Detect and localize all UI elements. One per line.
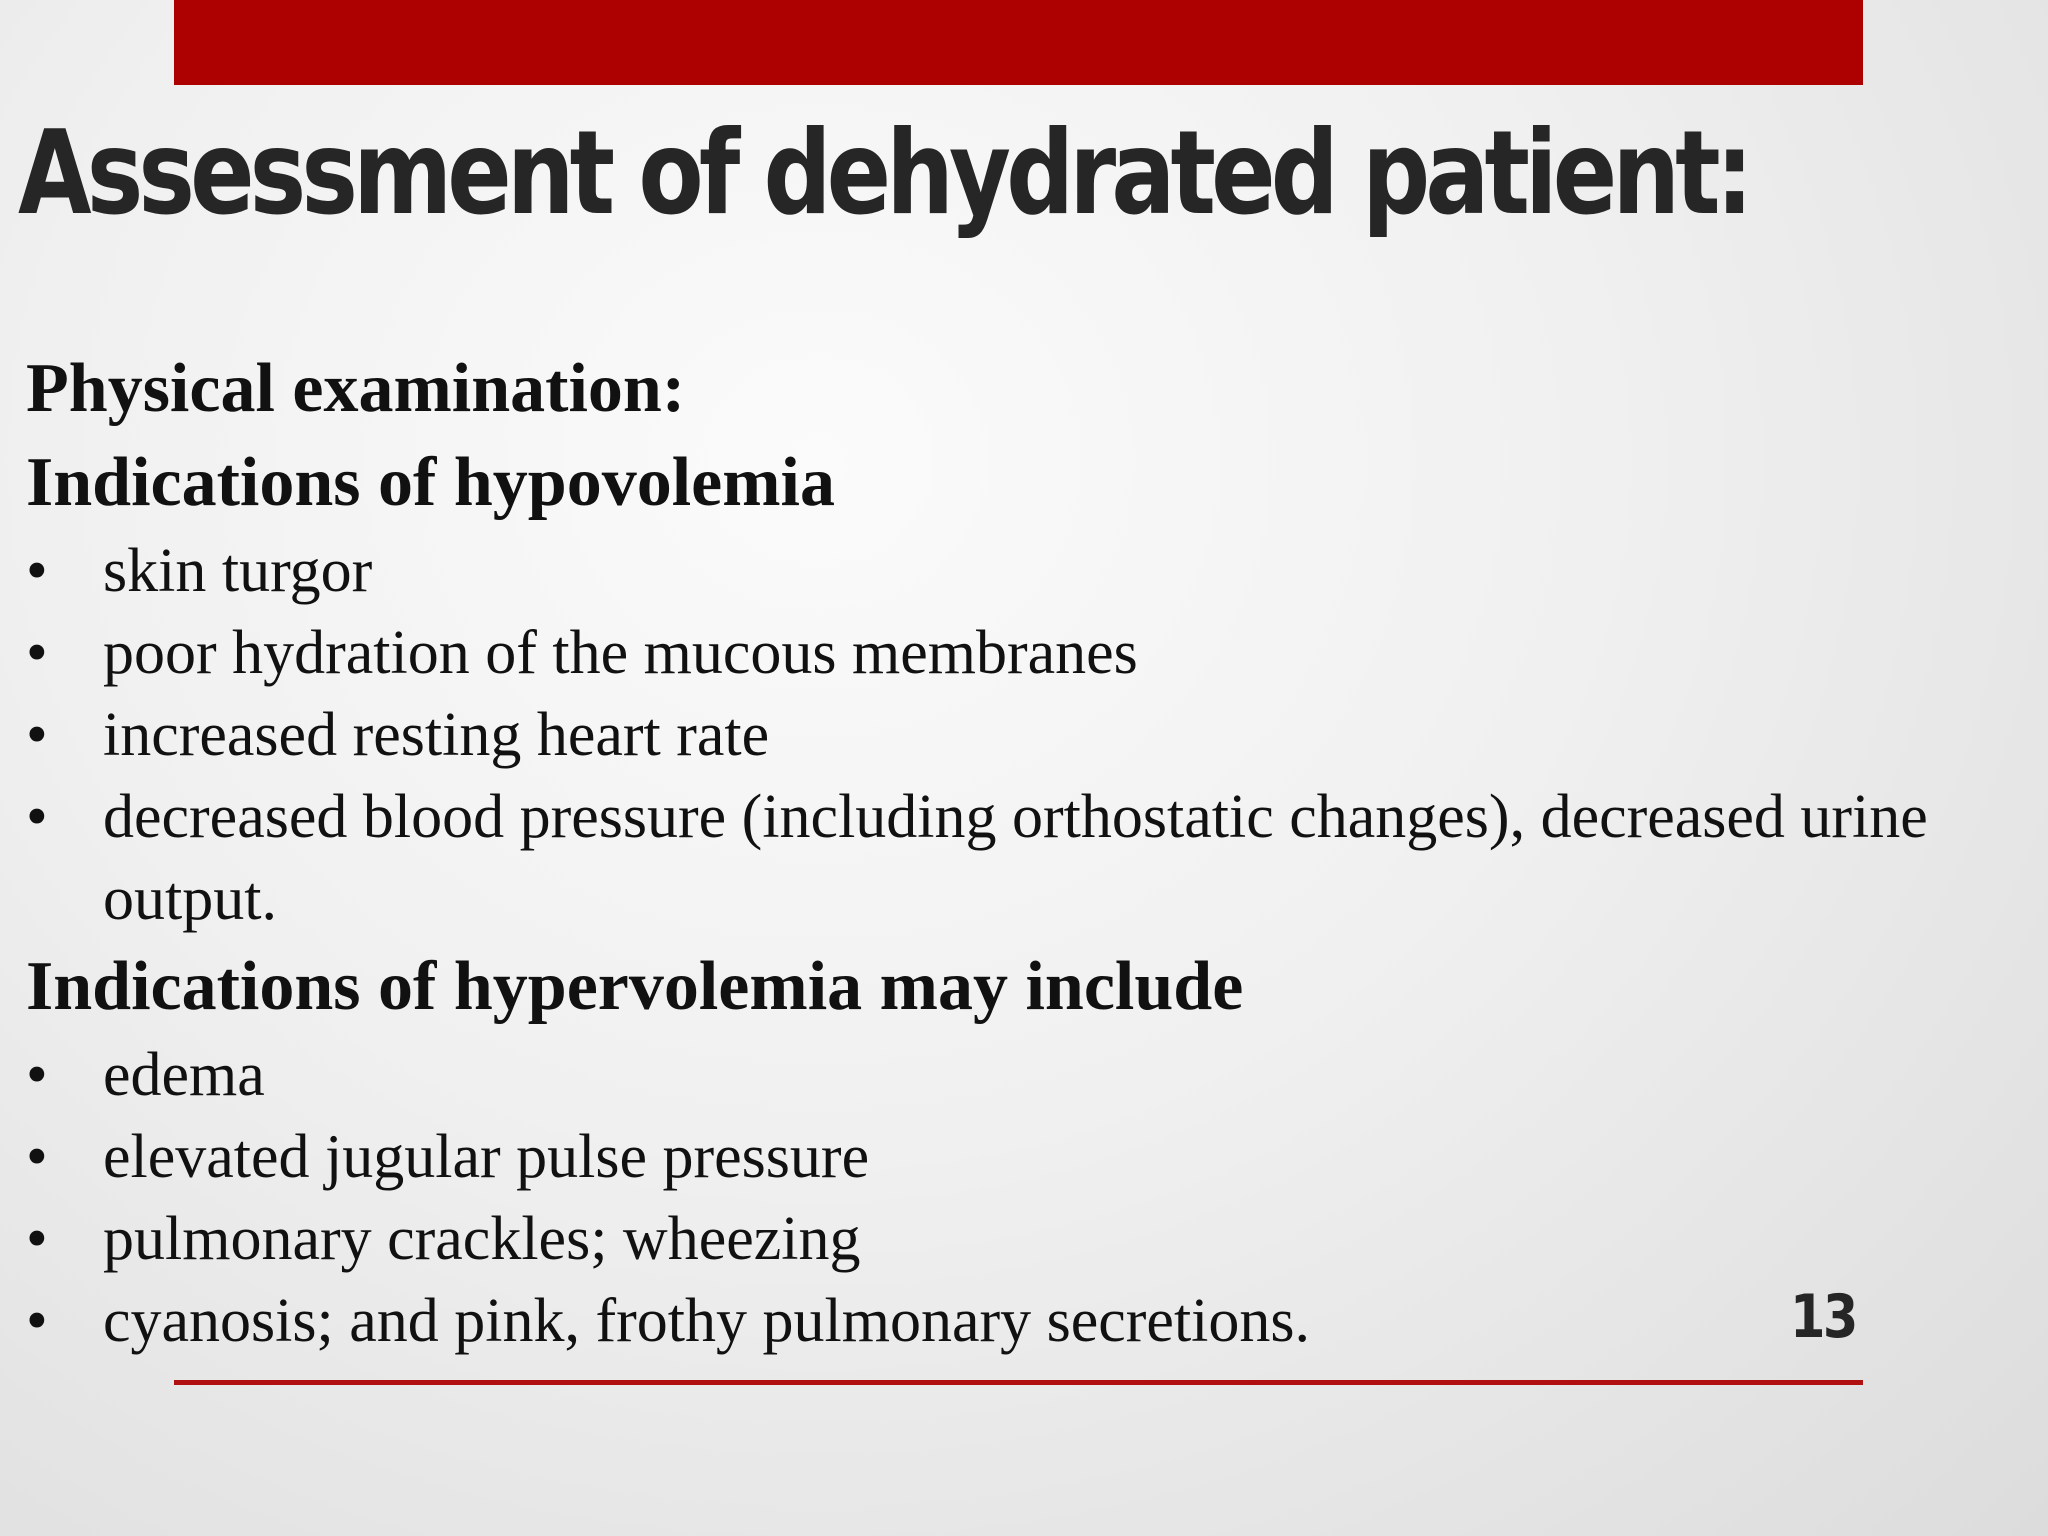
bullet-icon: • [26,1041,48,1109]
list-item [26,1198,1986,1280]
physical-examination-heading: Physical examination: [26,350,686,427]
list-item [26,776,1986,940]
list-item [26,612,1986,694]
list-item [26,1116,1986,1198]
hypovolemia-heading: Indications of hypovolemia [26,444,835,521]
top-accent-bar [174,0,1863,85]
page-number: 13 [1790,1282,1856,1352]
bullet-icon: • [26,1287,48,1355]
hypervolemia-heading: Indications of hypervolemia may include [26,948,1244,1025]
bullet-icon: • [26,701,48,769]
slide-body [26,342,1986,1362]
hypovolemia-list [26,530,1986,940]
list-item-text: pulmonary crackles; wheezing [103,1205,861,1273]
list-item [26,694,1986,776]
list-item-text: increased resting heart rate [103,701,770,769]
bullet-icon: • [26,1205,48,1273]
list-item [26,530,1986,612]
list-item-text: cyanosis; and pink, frothy pulmonary secretions. [103,1287,1311,1355]
list-item-text: edema [103,1041,265,1109]
list-item-text: elevated jugular pulse pressure [103,1123,870,1191]
bullet-icon: • [26,537,48,605]
bottom-divider [174,1380,1863,1385]
list-item [26,1034,1986,1116]
bullet-icon: • [26,619,48,687]
list-item-text: decreased blood pressure (including orthostatic changes), decreased urine output. [103,783,1928,933]
hypervolemia-list [26,1034,1986,1362]
list-item-text: poor hydration of the mucous membranes [103,619,1138,687]
list-item [26,1280,1986,1362]
bullet-icon: • [26,783,48,851]
bullet-icon: • [26,1123,48,1191]
list-item-text: skin turgor [103,537,373,605]
slide-title: Assessment of dehydrated patient: [18,106,1749,241]
